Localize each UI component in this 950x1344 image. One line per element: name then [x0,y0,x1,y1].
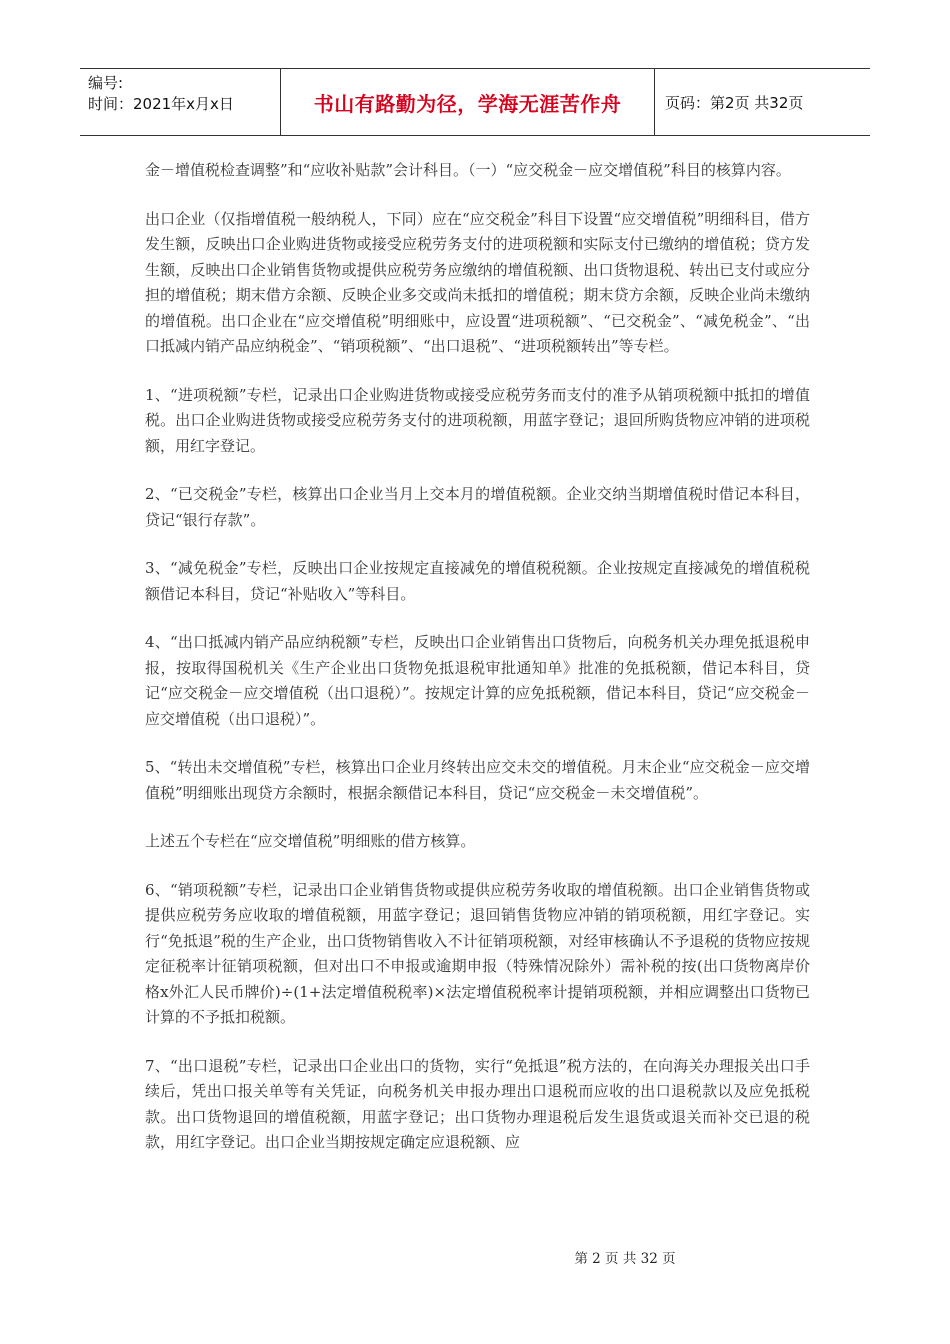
motto: 书山有路勤为径，学海无涯苦作舟 [313,91,622,116]
code-label: 编号: [88,74,124,92]
header-meta [80,69,281,135]
paragraph: 4、“出口抵减内销产品应纳税额”专栏，反映出口企业销售出口货物后，向税务机关办理免抵退税申报，按取得国税机关《生产企业出口货物免抵退税审批通知单》批准的免抵税额，借记本科目，贷记“应交税金－应交增值税（出口退税）”。按规定计算的应免抵税额，借记本科目，贷记“应交税金－应交增值税（出口退税）”。 [145,633,810,728]
paragraph: 3、“减免税金”专栏，反映出口企业按规定直接减免的增值税税额。企业按规定直接减免的增值税税额借记本科目，贷记“补贴收入”等科目。 [145,559,810,603]
paragraph: 上述五个专栏在“应交增值税”明细账的借方核算。 [145,832,476,850]
page-footer [0,1247,950,1267]
page-label: 页码：第2页 共32页 [665,93,804,112]
page-header [80,68,870,136]
paragraph: 5、“转出未交增值税”专栏，核算出口企业月终转出应交未交的增值税。月末企业“应交税金－应交增值税”明细账出现贷方余额时，根据余额借记本科目，贷记“应交税金－未交增值税”。 [145,758,810,802]
header-motto-cell [281,69,655,135]
document-body [145,158,810,1179]
paragraph: 7、“出口退税”专栏，记录出口企业出口的货物，实行“免抵退”税方法的，在向海关办理报关出口手续后，凭出口报关单等有关凭证，向税务机关申报办理出口退税而应收的出口退税款以及应免抵税款。出口货物退回的增值税额，用蓝字登记；出口货物办理退税后发生退货或退关而补交已退的税款，用红字登记。出口企业当期按规定确定应退税额、应 [145,1056,810,1151]
paragraph: 出口企业（仅指增值税一般纳税人，下同）应在“应交税金”科目下设置“应交增值税”明细科目，借方发生额，反映出口企业购进货物或接受应税劳务支付的进项税额和实际支付已缴纳的增值税；贷方发生额，反映出口企业销售货物或提供应税劳务应缴纳的增值税额、出口货物退税、转出已支付或应分担的增值税；期末借方余额、反映企业多交或尚未抵扣的增值税；期末贷方余额，反映企业尚未缴纳的增值税。出口企业在“应交增值税”明细账中，应设置“进项税额”、“已交税金”、“减免税金”、“出口抵减内销产品应纳税金”、“销项税额”、“出口退税”、“进项税额转出”等专栏。 [145,209,810,355]
header-page-cell [655,69,870,135]
paragraph: 6、“销项税额”专栏，记录出口企业销售货物或提供应税劳务收取的增值税额。出口企业销售货物或提供应税劳务应收取的增值税额，用蓝字登记；退回销售货物应冲销的销项税额，用红字登记。实行“免抵退”税的生产企业，出口货物销售收入不计征销项税额，对经审核确认不予退税的货物应按规定征税率计征销项税额，但对出口不申报或逾期申报（特殊情况除外）需补税的按(出口货物离岸价格x外汇人民币牌价)÷(1+法定增值税税率)×法定增值税税率计提销项税额，并相应调整出口货物已计算的不予抵扣税额。 [145,880,810,1026]
time-label: 时间：2021年x月x日 [88,95,234,113]
paragraph: 2、“已交税金”专栏，核算出口企业当月上交本月的增值税额。企业交纳当期增值税时借记本科目，贷记“银行存款”。 [145,485,810,529]
paragraph: 1、“进项税额”专栏，记录出口企业购进货物或接受应税劳务而支付的准予从销项税额中抵扣的增值税。出口企业购进货物或接受应税劳务支付的进项税额，用蓝字登记；退回所购货物应冲销的进项税额，用红字登记。 [145,385,810,455]
footer-page-number: 第 2 页 共 32 页 [574,1251,676,1267]
paragraph: 金－增值税检查调整”和“应收补贴款”会计科目。（一）“应交税金－应交增值税”科目的核算内容。 [145,161,791,179]
